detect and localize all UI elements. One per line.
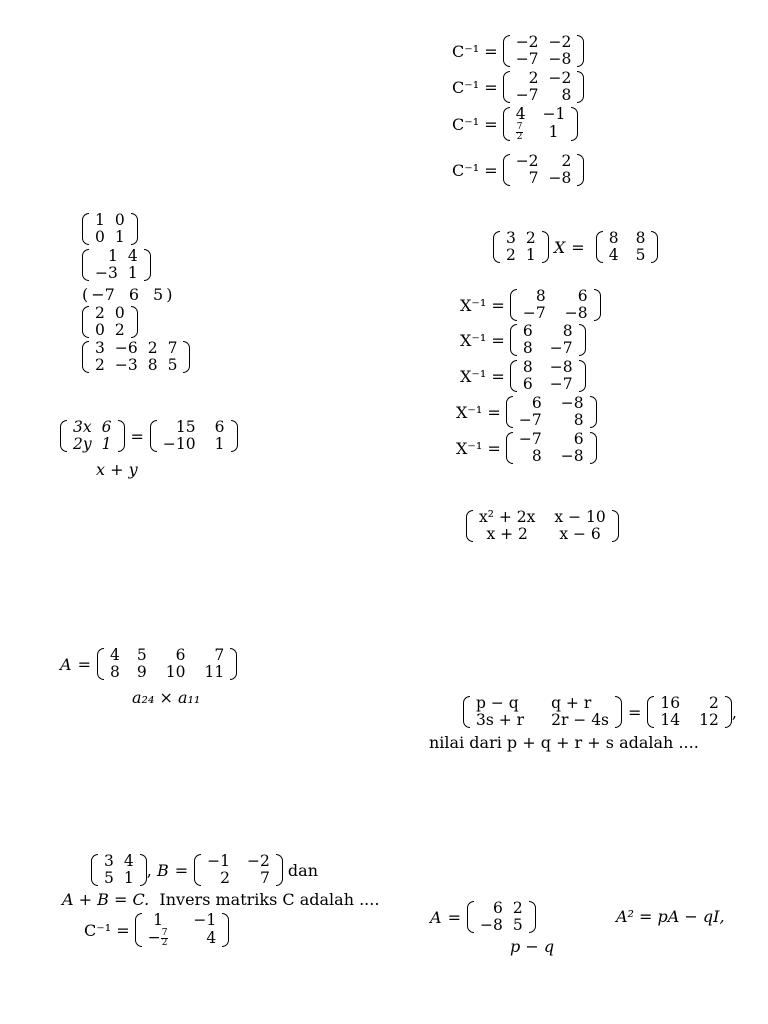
matrix: 1 0 0 1: [82, 212, 138, 246]
x-inverse-option-3: X⁻¹ = 8 −8 6 −7: [460, 359, 586, 393]
c-inverse-answer: C⁻¹ = 1 −1 − $\frac{7}{2}$ 4: [84, 912, 229, 948]
matrix: p − q q + r 3s + r 2r − 4s: [463, 695, 622, 729]
matrix: 4 5 6 7 8 9 10 11: [97, 647, 237, 681]
fraction-7-2: $\frac{7}{2}$: [516, 122, 523, 142]
fraction-7-2: $\frac{7}{2}$: [161, 928, 168, 948]
question-a24-times-a11: a₂₄ × a₁₁: [132, 688, 201, 707]
sum-statement: A + B = C. Invers matriks C adalah ....: [62, 890, 380, 909]
matrix: −1 −2 2 7: [194, 853, 283, 887]
matrix: 8 6 −7 −8: [510, 288, 601, 322]
matrix: 6 2 −8 5: [467, 900, 536, 934]
square-equation: A² = pA − qI,: [616, 907, 725, 926]
matrix: 2 0 0 2: [82, 305, 138, 339]
x-inverse-option-4: X⁻¹ = 6 −8 −7 8: [456, 395, 597, 429]
polynomial-matrix: [466, 509, 619, 543]
matrix: 4 −1 $\frac{7}{2}$ 1: [503, 106, 579, 142]
matrix: 3 2 2 1: [493, 230, 549, 264]
matrix-equation-X: 3 2 2 1 X = 8 8 4 5: [493, 230, 658, 264]
x-inverse-option-2: X⁻¹ = 6 8 8 −7: [460, 323, 586, 357]
c-inverse-option-2: C⁻¹ = 2 −2 −7 8: [452, 70, 584, 104]
question-pqrs: nilai dari p + q + r + s adalah ....: [429, 733, 699, 752]
matrix-2: [82, 248, 151, 282]
scalar-matrix: [82, 305, 138, 339]
matrix: −2 −2 −7 −8: [503, 34, 585, 68]
matrix: 1 −1 − $\frac{7}{2}$ 4: [135, 912, 230, 948]
matrix: 3 −6 2 7 2 −3 8 5: [82, 340, 190, 374]
matrix: 2 −2 −7 8: [503, 70, 585, 104]
matrix-2x4: [82, 340, 190, 374]
xy-equation: 3x 6 2y 1 = 15 6 −10 1: [60, 419, 238, 453]
matrix: 8 8 4 5: [596, 230, 659, 264]
matrix: 1 4 −3 1: [82, 248, 151, 282]
x-inverse-option-5: X⁻¹ = −7 6 8 −8: [456, 431, 597, 465]
matrices-A-B: 3 4 5 1 , B = −1 −2 2 7 dan: [91, 853, 318, 887]
matrix: x² + 2x x − 10 x + 2 x − 6: [466, 509, 619, 543]
matrix: 6 −8 −7 8: [506, 395, 597, 429]
matrix: 16 2 14 12: [647, 695, 731, 729]
matrix-A-2x4: A = 4 5 6 7 8 9 10 11: [60, 647, 237, 681]
matrix: 15 6 −10 1: [150, 419, 238, 453]
row-matrix: ( −7 6 5 ): [82, 285, 173, 304]
c-inverse-option-1: C⁻¹ = −2 −2 −7 −8: [452, 34, 584, 68]
identity-matrix: [82, 212, 138, 246]
c-inverse-option-3: C⁻¹ = 4 −1 $\frac{7}{2}$ 1: [452, 106, 578, 142]
matrix: 8 −8 6 −7: [510, 359, 586, 393]
matrix: 6 8 8 −7: [510, 323, 586, 357]
c-inverse-option-4: C⁻¹ = −2 2 7 −8: [452, 153, 584, 187]
pqrs-equation: p − q q + r 3s + r 2r − 4s = 16 2 14 12 ,: [463, 695, 737, 729]
matrix: −7 6 8 −8: [506, 431, 597, 465]
x-inverse-option-1: X⁻¹ = 8 6 −7 −8: [460, 288, 601, 322]
matrix: 3 4 5 1: [91, 853, 147, 887]
matrix: 3x 6 2y 1: [60, 419, 125, 453]
question-p-minus-q: p − q: [510, 937, 555, 956]
matrix: −2 2 7 −8: [503, 153, 585, 187]
question-x-plus-y: x + y: [96, 460, 138, 479]
matrix-A-2x2: A = 6 2 −8 5: [430, 900, 536, 934]
